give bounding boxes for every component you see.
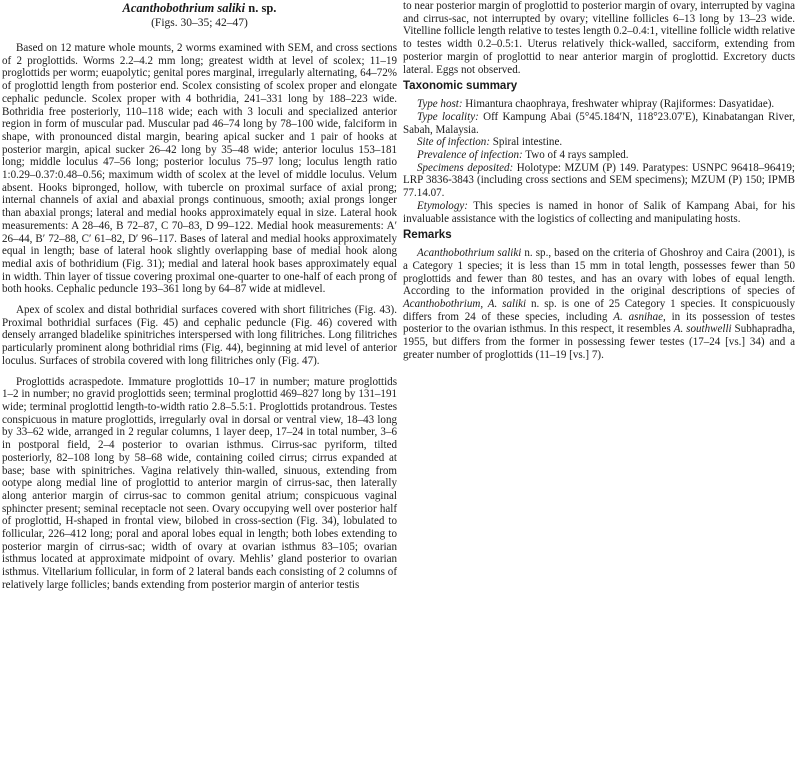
description-paragraph-scolex: Based on 12 mature whole mounts, 2 worms examined with SEM, and cross sections of 2 proglottids. Worms 2.2–4.2 mm long; greatest width at level of scolex; 11–19 proglottids per worm; euapolytic; genital pores marginal, irregularly alternating, 64–72% of proglottid length from posterior end. Scolex consisting of scolex proper and elongate cephalic peduncle. Scolex proper with 4 bothridia, 241–331 long by 188–223 wide. Bothridia free posteriorly, 110–118 wide; each with 3 loculi and specialized anterior region in form of muscular pad. Muscular pad 46–74 long by 78–100 wide, falciform in shape, with pronounced distal margin, bearing apical sucker and 1 pair of hooks at posterior margin, apical sucker 26–42 long by 35–48 wide; anterior loculus 153–181 long; middle loculus 47–56 long; posterior loculus 75–97 long; loculus length ratio 1:0.29–0.37:0.48–0.56; maximum width of scolex at the level of middle loculus. Velum absent. Hooks bipronged, hollow, with tubercle on proximal surface of axial prong; internal channels of axial and abaxial prongs continuous, smooth; axial prongs longer than abaxial prongs; lateral and medial hooks approximately equal in size. Lateral hook measurements: A 28–46, B 72–87, C 70–83, D 99–122. Medial hook measurements: A′ 26–44, B′ 72–88, C′ 61–82, D′ 96–117. Bases of lateral and medial hooks approximately equal in length; base of lateral hook slightly overlapping base of medial hook along medial axis of bothridium (Fig. 31); medial and lateral hook bases approximately equal in width. Thin layer of tissue covering proximal one-quarter to one-half of each prong of both hooks. Cephalic peduncle 193–361 long by 64–87 wide at midlevel. <box>2 42 397 296</box>
taxonomic-summary <box>403 98 795 225</box>
specimens-deposited: Specimens deposited: Holotype: MZUM (P) 149. Paratypes: USNPC 96418–96419; LRP 3836-3843 (including cross sections and SEM specimens); MZUM (P) 150; IPMB 77.14.07. <box>403 161 795 200</box>
type-locality: Type locality: Off Kampung Abai (5°45.184′N, 118°23.07′E), Kinabatangan River, Sabah, Malaysia. <box>403 110 795 136</box>
description-paragraph-surfaces: Apex of scolex and distal bothridial surfaces covered with short filitriches (Fig. 43). Proximal bothridial surfaces (Fig. 45) and cephalic peduncle (Fig. 46) covered with densely arranged bladelike spinitriches interspersed with long filitriches. Long filitriches particularly prominent along bothridial rims (Fig. 44), beginning at mid level of anterior loculus. Surfaces of strobila covered with long filitriches only (Fig. 47). <box>2 304 397 367</box>
remarks-heading: Remarks <box>403 229 452 242</box>
species-status: n. sp. <box>245 1 277 15</box>
figure-reference: (Figs. 30–35; 42–47) <box>151 17 248 29</box>
taxonomic-summary-heading: Taxonomic summary <box>403 80 518 93</box>
prevalence-of-infection: Prevalence of infection: Two of 4 rays sampled. <box>417 149 629 162</box>
remarks-paragraph: Acanthobothrium saliki n. sp., based on the criteria of Ghoshroy and Caira (2001), is a Category 1 species; it is less than 15 mm in total length, possesses fewer than 50 proglottids and fewer than 80 testes, and has an ovary with lobes of equal length. According to the information provided in the original descriptions of species of Acanthobothrium, A. saliki n. sp. is one of 25 Category 1 species. It conspicuously differs from 24 of these species, including A. asnihae, in its possession of testes posterior to the ovarian isthmus. In this respect, it resembles A. southwelli Subhapradha, 1955, but differs from the former in possessing fewer testes (17–24 [vs.] 34) and a greater number of proglottids (11–19 [vs.] 7). <box>403 247 796 361</box>
right-column <box>403 0 795 362</box>
species-name: Acanthobothrium saliki <box>122 1 246 15</box>
species-title <box>2 1 397 16</box>
type-host: Type host: Himantura chaophraya, freshwater whipray (Rajiformes: Dasyatidae). <box>417 98 775 111</box>
left-column <box>2 0 397 592</box>
description-paragraph-proglottids: Proglottids acraspedote. Immature proglottids 10–17 in number; mature proglottids 1–2 in number; no gravid proglottids seen; terminal proglottid 469–827 long by 131–191 wide; terminal proglottid length-to-width ratio 2.8–5.5:1. Proglottids protandrous. Testes conspicuous in mature proglottids, irregularly oval in dorsal or ventral view, 18–43 long by 33–62 wide, arranged in 2 regular columns, 1 layer deep, 17–24 in total number, 3–6 in postporal field, 2–4 posterior to ovarian isthmus. Cirrus-sac pyriform, tilted posteriorly, 82–108 long by 58–68 wide, containing coiled cirrus; cirrus expanded at base; base with spinitriches. Vagina relatively thin-walled, sinuous, extending from ootype along medial line of proglottid to anterior margin of cirrus-sac, then laterally along anterior margin of cirrus-sac to common genital atrium; conspicuous vaginal sphincter present; seminal receptacle not seen. Ovary occupying well over posterior half of proglottid, H-shaped in frontal view, bilobed in cross-section (Fig. 34), lobulated to follicular, 226–412 long; poral and aporal lobes equal in length; both lobes extending to posterior margin of cirrus-sac; width of ovary at ovarian isthmus 83–105; ovarian isthmus located at approximate midpoint of ovary. Mehlis’ gland posterior to ovarian isthmus. Vitellarium follicular, in form of 2 lateral bands each consisting of 2 columns of relatively large follicles; bands extending from posterior margin of anterior testis <box>2 375 397 591</box>
site-of-infection: Site of infection: Spiral intestine. <box>417 136 563 149</box>
description-continuation: to near posterior margin of proglottid to posterior margin of ovary, interrupted by vagina and cirrus-sac, not interrupted by ovary; vitelline follicles 6–13 long by 13–23 wide. Vitelline follicle length relative to testes length 0.2–0.4:1, vitelline follicle width relative to testes width 0.2–0.5:1. Uterus relatively thick-walled, sacciform, extending from posterior margin of proglottid to near anterior margin of proglottid. Excretory ducts lateral. Eggs not observed. <box>403 0 795 76</box>
etymology: Etymology: This species is named in honor of Salik of Kampang Abai, for his invaluable assistance with the logistics of collecting and manipulating hosts. <box>403 199 795 225</box>
